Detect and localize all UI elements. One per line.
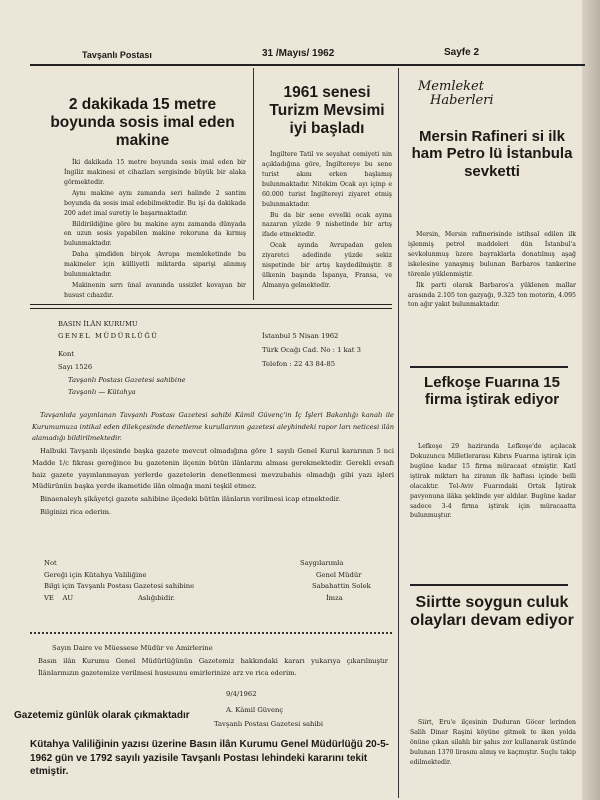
notice-line: VE AU Aslığıbidir. [44, 593, 175, 602]
daily-banner: Gazetemiz günlük olarak çıkmaktadır [14, 710, 190, 721]
notice-recipient: Tavşanlı — Kütahya [68, 388, 136, 396]
article-body-turizm [262, 150, 392, 298]
paragraph: Mersin, Mersin rafinerisinde istihsal edilen ilk işlenmiş petrol maddeleri dün İstanbul'a sevkolunmuş üzere bayraklarla donatılmış aşağ iskelesine yanaşmış bulunan Barbaros tankerine törenle yüklenmiştir. [408, 231, 576, 278]
notice-line: Gereği için Kütahya Valiliğine [44, 570, 147, 579]
paragraph: İngiltere Tatil ve seyahat cemiyeti nin açıkladığına göre, İngiltereye bu sene turist akını erken başlamış bulunmaktadır. Nitekim Ocak ayı içinp e 60.000 turist İngiltereyi ziyaret etmiş bulunmaktadır. [262, 151, 392, 208]
paragraph: Lefkoşe 29 haziranda Lefkoşe'de açılacak Dokuzuncu Milletlerarası Kıbrıs Fuarına iştirak için bugüne kadar 15 firma müracaat etmiştir. Katî iştirak miktarı ha ziranın ilk haftası içinde belli olacaktır. Tel-Aviv Fuarındaki Ortak İştirak pavyonuna ilâka şeklinde yer aldılar. Bugüne kadar sadece 3-4 firma iştirak için müracaatta bulunmuştur. [410, 443, 576, 520]
paragraph: İlk parti olarak Barbaros'a yüklenen mallar arasında 2.105 ton gazyağı, 9.325 ton motorin, 4.095 ton ağır yakıt bulunmaktadır. [408, 281, 576, 309]
section-rule [410, 366, 568, 368]
footer-body: Basın ilân Kurumu Genel Müdürlüğünün Gazetemiz hakkındaki kararı yukarıya çıkarılmıştır İlânlarınızın gazetemize verilmesi hususunu emirlerinize arz ve rica ederim. [38, 657, 388, 677]
paragraph: Makinenin sırrı ünal avanında ussizlet kovayan bir husust cıhazdır. [64, 282, 246, 299]
headline-turizm: 1961 senesi Turizm Mevsimi iyi başladı [269, 84, 385, 137]
section-rule [410, 584, 568, 586]
notice-line: İmza [326, 593, 343, 602]
notice-place-date: İstanbul 5 Nisan 1962 [262, 332, 339, 340]
paragraph: Daha şimdiden birçok Avrupa memleketinde bu makineler için külliyetli miktarda siparişi alınmış bulunmaktadır. [64, 251, 246, 279]
notice-line: Genel Müdür [316, 570, 362, 579]
notice-rule-top [30, 304, 392, 305]
headline-sosis: 2 dakikada 15 metre boyunda sosis imal eden makine [50, 96, 235, 149]
notice-recipient: Tavşanlı Postası Gazetesi sahibine [68, 376, 186, 384]
article-body-siirt [410, 718, 576, 796]
notice-rule-top-2 [30, 308, 392, 309]
header-rule [30, 64, 585, 66]
paragraph: Ocak ayında Avrupadan gelen ziyaretci adedinde yüzde sekiz nispetinde bir artış kaydedilmiştir. 8 ülkenin başında İspanya, Fransa, ve Almanya gelmektedir. [262, 242, 392, 289]
bottom-statement: Kütahya Valiliğinin yazısı üzerine Basın ilân Kurumu Genel Müdürlüğü 20-5-1962 gün ve 1792 sayılı yazisile Tavşanlı Postası lehindeki kararını tekit etmiştir. [30, 739, 389, 777]
article-body-mersin [408, 230, 576, 355]
column-title-memleket [418, 80, 494, 107]
notice-line: Not [44, 559, 57, 567]
notice-phone: Telefon : 22 43 84-85 [262, 360, 336, 368]
column-title-line: Haberleri [430, 92, 494, 108]
notice-line: Sabahattin Solek [312, 582, 371, 591]
paragraph: Aynı makine aynı zamanda seri halinde 2 santim boyunda da sosis imal edebilmektedir. Bu işi da dakikada 200 adet imal suretiy le başarmaktadır. [64, 189, 246, 217]
notice-line: Saygılarımla [300, 559, 344, 567]
notice-signature-block [300, 558, 371, 604]
notice-body [32, 410, 394, 550]
footer-signature-title: Tavşanlı Postası Gazetesi sahibi [214, 720, 324, 728]
notice-institution: BASIN İLÂN KURUMU [58, 320, 138, 328]
paper-name: Tavşanlı Postası [82, 50, 152, 60]
paragraph: Halbuki Tavşanlı ilçesinde başka gazete mevcut olmadığına göre 1 sayılı Genel Kurul kararının 5 nci Madde 1/c fıkrası gereğince bu gazetenin ilçenin bütün ilânlarını alması gerekmektedir. Gerekli evsafı haiz gazete yayınlanmayan yerlerde gazetelerin denetlenmesi mevzubahis olmadığı gibi yazı işleri Müdürünün başka yerde ikametide ilân olmağa mani teşkil etmez. [32, 447, 394, 491]
footer-salutation: Sayın Daire ve Müessese Müdür ve Amirlerine [52, 644, 213, 652]
article-body-sosis [64, 158, 246, 299]
notice-line: Bilgi için Tavşanlı Postası Gazetesi sahibine [44, 582, 195, 591]
paragraph: Bildirildiğine göre bu makine aynı zamanda dünyada en uzun sosis yapabilen makine rekoruna da kırmış bulunmaktadır. [64, 220, 246, 248]
article-body-lefkose [410, 442, 576, 582]
headline-siirt: Siirtte soygun culuk olayları devam ediyor [410, 594, 574, 630]
issue-date: 31 /Mayıs/ 1962 [262, 48, 335, 59]
footer-signature: A. Kâmil Güvenç [226, 706, 284, 714]
notice-left-block [44, 558, 194, 604]
column-title-line: Memleket [418, 79, 484, 94]
footer-date: 9/4/1962 [226, 690, 257, 698]
page-number: Sayfe 2 [444, 47, 480, 58]
headline-mersin: Mersin Rafineri si ilk ham Petro lü İstanbula sevketti [411, 128, 573, 180]
paragraph: Siirt, Eru'e ilçesinin Duduran Göcer lerinden Salih Dinar Raşini köyüne gitmek te iken yolda önüne çıkan silahlı bir şahıs zor kullanarak üstünde bulunan 1370 lirasını alınış ve kaçmıştır. Suçlu takip edilmektedir. [410, 719, 576, 766]
paragraph: Tavşanlıda yayınlanan Tavşanlı Postası Gazetesi sahibi Kâmil Güvenç'in İç İşleri Bakanlığı kanalı ile Kurumumuza intikal eden dilekçesinde denetleme kurullarının gazetesi aleyhindeki rapor ları neticesi ilân alamadığı bildirilmektedir. [32, 411, 394, 443]
paragraph: İki dakikada 15 metre boyunda sosis imal eden bir İngiliz makinesi et cihazları sergisinde büyük bir alaka görmektedir. [64, 159, 246, 186]
notice-institution: GENEL MÜDÜRLÜĞÜ [58, 332, 159, 340]
notice-address: Türk Ocağı Cad. No : 1 kat 3 [262, 346, 362, 354]
notice-ref-kont: Kont [58, 350, 75, 358]
headline-lefkose: Lefkoşe Fuarına 15 firma iştirak ediyor [424, 374, 560, 409]
page-edge [582, 0, 600, 800]
paragraph: Bilginizi rica ederim. [40, 507, 112, 516]
dotted-separator [30, 632, 392, 634]
paragraph: Binaenaleyh şikâyetçi gazete sahibine ilçedeki bütün ilânların verilmesi icap etmektedir. [40, 495, 341, 504]
paragraph: Bu da bir sene evvelki ocak ayına nazaran yüzde 9 nisbetinde bir artış ifade etmektedir. [262, 211, 392, 239]
column-divider-1 [253, 68, 254, 300]
column-divider-2 [398, 68, 399, 798]
notice-ref-sayi: Sayı 1526 [58, 363, 93, 371]
